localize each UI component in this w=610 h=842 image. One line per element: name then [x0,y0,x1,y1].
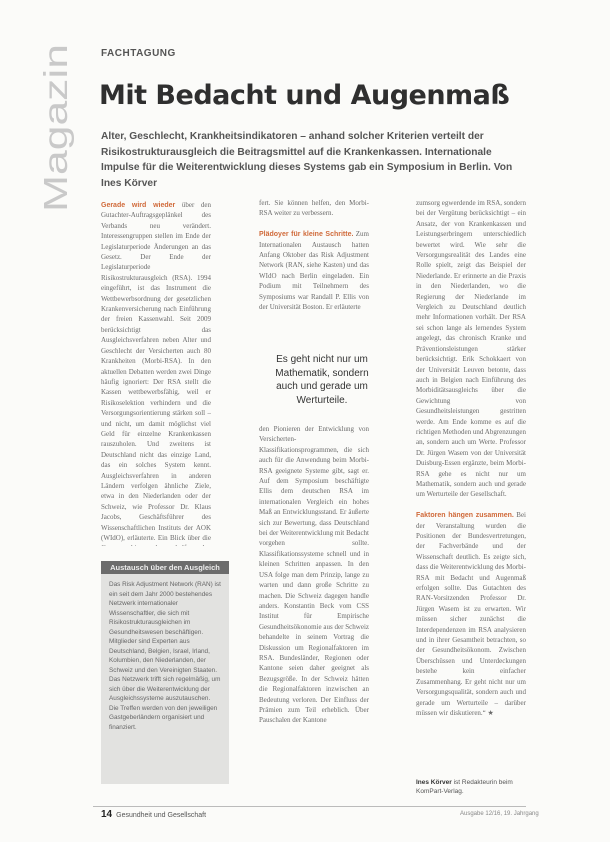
page-number: 14 [101,809,113,820]
sub-heading: Plädoyer für kleine Schritte. [259,231,354,239]
kicker: FACHTAGUNG [101,48,176,59]
body-column-2-top [259,198,369,336]
info-box-heading: Austausch über den Ausgleich [101,561,229,574]
footer-divider [93,806,526,807]
body-column-1 [101,200,211,546]
body-column-2-bottom [259,424,369,810]
paragraph: zumsorg egwerdende im RSA, sondern bei der Vergütung berücksichtigt – ein Ansatz, der von Krankenkassen und Leistungserbringern unterschiedlich bewertet wird. Wie sehr die Versorgungsrealität des Landes eine Rolle spielt, zeigt das Beispiel der Niederlande. Er erinnerte an die Praxis in den Niederlanden, wo die Regierung der Niederlande im Vergleich zu Deutschland deutlich mehr Informationen vorhält. Der RSA sei schon lange als lernendes System angelegt, das chronisch Kranke und Präventionsleistungen stärker berücksichtigt. Erik Schokkaert von der Universität Leuven betonte, dass auch in Belgien nach Einführung des Morbiditätsausgleichs über die Gewichtung von Gesundheitsleistungen gestritten werde. Am Ende komme es auf die richtigen Methoden und Abgrenzungen an, sondern auch um Werte. Professor Dr. Jürgen Wasem von der Universität Duisburg-Essen ergänzte, beim Morbi-RSA gehe es nicht nur um Mathematik, sondern auch und gerade um Werturteile der Gesellschaft. [416,199,526,499]
sub-heading: Faktoren hängen zusammen. [416,512,514,520]
svg-text:Magazin: Magazin [37,87,74,212]
paragraph: fert. Sie können helfen, den Morbi-RSA weiter zu verbessern. [259,199,369,218]
issue-info: Ausgabe 12/16, 19. Jahrgang [460,811,539,817]
info-box [101,561,229,784]
publication-name: Gesundheit und Gesellschaft [116,812,207,819]
author-note [416,778,526,796]
author-name: Ines Körver [416,779,452,786]
author-role: ist Redakteurin beim KomPart-Verlag. [416,779,513,795]
paragraph: den Pionieren der Entwicklung von Versicherten-Klassifikationsprogrammen, die sich auch für die Anwendung beim Morbi-RSA geeignete Systeme gibt, sagt er. Auf dem Symposium beschäftigte Ellis dem deutschen RSA im internationalen Vergleich ein hohes Maß an Entwicklungsstand. Er äußerte sich zur Bewertung, dass Deutschland bei der Weiterentwicklung mit Bedacht vorgehen sollte. Klassifikationssysteme schnell und in kleinen Schritten anpassen. In den USA folge man dem Prinzip, lange zu warten und dann große Schritte zu machen. Die Schweiz dagegen handle anders. Konstantin Beck vom CSS Institut für Empirische Gesundheitsökonomie aus der Schweiz behandelte in seinem Vortrag die Diskussion um Regionalfaktoren im RSA. Bundesländer, Regionen oder Kantone seien daher geeignet als Bezugsgröße. In der Schweiz hätten die Regionalfaktoren inzwischen an Bedeutung verloren. Der Einfluss der Prämien zum Teil erheblich. Über Pauschalen der Kantone [259,425,369,725]
paragraph: Zum Internationalen Austausch hatten Anfang Oktober das Risk Adjustment Network (RAN, siehe Kasten) und das WIdO nach Berlin eingeladen. Ein Podium mit Teilnehmern des Symposiums war Randall P. Ellis von der Universität Boston. Er erläuterte [259,230,369,312]
paragraph: Bei der Veranstaltung wurden die Positionen der Bundesvertretungen, der Fachverbände und der Wissenschaft deutlich. Es zeigte sich, dass die Weiterentwicklung des Morbi-RSA mit Bedacht und Augenmaß erfolgen sollte. Das Gutachten des RAN-Vorsitzenden Professor Dr. Jürgen Wasem ist zu erwarten. Wir müssen sicher zunächst die Interdependenzen im RSA analysieren und in ihrer Gesamtheit betrachten, so der Gesundheitsökonom. Zwischen Überschüssen und Unterdeckungen bestehe kein einfacher Zusammenhang. Er geht nicht nur um Versorgungsqualität, sondern auch und gerade um Werturteile – darüber müssen wir diskutieren.“ ★ [416,511,526,717]
section-label [36,40,76,215]
info-box-body: Das Risk Adjustment Network (RAN) ist ein seit dem Jahr 2000 bestehendes Netzwerk internationaler Wissenschaftler, die sich mit Risikostrukturausgleichen im Gesundheitswesen beschäftigen. Mitglieder sind Experten aus Deutschland, Belgien, Israel, Irland, Kolumbien, den Niederlanden, der Schweiz und den Vereinigten Staaten. Das Netzwerk trifft sich regelmäßig, um sich über die Weiterentwicklung der Ausgleichssysteme auszutauschen. Die Treffen werden von den jeweiligen Gastgeberländern organisiert und finanziert. [109,581,221,731]
pull-quote: Es geht nicht nur um Mathematik, sondern auch und gerade um Werturteile. [275,354,369,406]
paragraph: über den Gutachter-Auftragsgeplänkel des Verbands neu verändert. Interessengruppen stellen im Ende der Legislaturperiode Änderungen an das Gesetz. Der Ende der Legislaturperiode Risikostrukturausgleich (RSA). 1994 eingeführt, ist das Instrument die Wettbewerbsordnung der gesetzlichen Krankenversicherung nach Einführung der freien Kassenwahl. Seit 2009 berücksichtigt das Ausgleichsverfahren neben Alter und Geschlecht der Versicherten auch 80 Krankheiten (Morbi-RSA). In den aktuellen Debatten werden zwei Dinge häufig ignoriert: Der RSA stellt die Kassen wettbewerbsfähig, weil er Risikoselektion verhindern und die Versorgungsorientierung stärken soll – und nicht, um damit möglichst viel Geld für einzelne Krankenkassen rauszuholen. Und zweitens ist Deutschland nicht das einzige Land, das ein solches System kennt. Ausgleichsverfahren in anderen Ländern verfolgen ähnliche Ziele, etwa in den Niederlanden oder der Schweiz, wie Professor Dr. Klaus Jacobs, Geschäftsführer des Wissenschaftlichen Instituts der AOK (WIdO), erläuterte. Ein Blick über die [101,201,211,542]
page-title: Mit Bedacht und Augenmaß [99,80,510,111]
footer [101,809,206,820]
body-column-3 [416,198,526,778]
lead-paragraph: Alter, Geschlecht, Krankheitsindikatoren – anhand solcher Kriterien verteilt der Risikostrukturausgleich die Beitragsmittel auf die Krankenkassen. Internationale Impulse für die Weiterentwicklung dieses Systems gab ein Symposium in Berlin. Von Ines Körver [101,131,513,189]
run-in-heading: Gerade wird wieder [101,202,176,209]
